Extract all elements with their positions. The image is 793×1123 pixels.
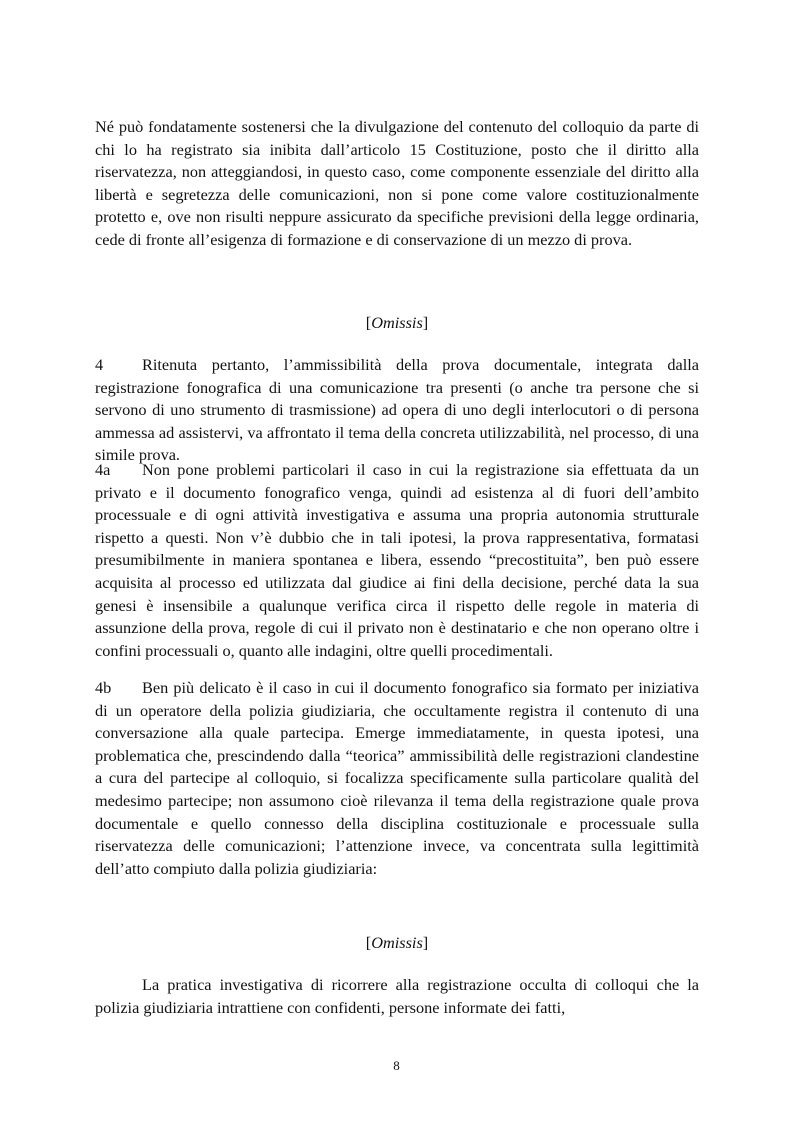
section-4a-text: Non pone problemi particolari il caso in cui la registrazione sia effettuata da un privato e il documento fonografico venga, quindi ad esistenza al di fuori dell’ambito processuale e di ogni attività investigativa e assuma una propria autonomia strutturale rispetto a questi. Non v’è dubbio che in tali ipotesi, la prova rappresentativa, formatasi presumibilmente in maniera spontanea e libera, essendo “precostituita”, ben può essere acquisita al processo ed utilizzata dal giudice ai fini della decisione, perché data la sua genesi è insensibile a qualunque verifica circa il rispetto delle regole in materia di assunzione della prova, regole di cui il privato non è destinatario e che non operano oltre i confini processuali o, quanto alle indagini, oltre quelli procedimentali. (95, 460, 699, 660)
section-4b-paragraph (95, 677, 699, 880)
omissis-marker-2 (95, 932, 699, 955)
page-number: 8 (393, 1058, 400, 1073)
omissis-word: Omissis (371, 313, 423, 332)
section-4b-text: Ben più delicato è il caso in cui il documento fonografico sia formato per iniziativa di un operatore della polizia giudiziaria, che occultamente registra il contenuto di una conversazione alla quale partecipa. Emerge immediatamente, in questa ipotesi, una problematica che, prescindendo dalla “teorica” ammissibilità delle registrazioni clandestine a cura del partecipe al colloquio, si focalizza specificamente sulla particolare qualità del medesimo partecipe; non assumono cioè rilevanza il tema della registrazione quale prova documentale e quello connesso della disciplina costituzionale e processuale sulla riservatezza delle comunicazioni; l’attenzione invece, va concentrata sulla legittimità dell’atto compiuto dalla polizia giudiziaria: (95, 678, 699, 878)
section-4-text: Ritenuta pertanto, l’ammissibilità della prova documentale, integrata dalla registrazione fonografica di una comunicazione tra presenti (o anche tra persone che si servono di uno strumento di trasmissione) ad opera di uno degli interlocutori o di persona ammessa ad assistervi, va affrontato il tema della concreta utilizzabilità, nel processo, di una simile prova. (95, 355, 699, 465)
section-4-paragraph (95, 354, 699, 467)
omissis-open-bracket: [ (365, 313, 372, 332)
omissis-open-bracket: [ (365, 933, 372, 952)
omissis-marker-1 (95, 312, 699, 335)
paragraph-final: La pratica investigativa di ricorrere alla registrazione occulta di colloqui che la polizia giudiziaria intrattiene con confidenti, persone informate dei fatti, (95, 975, 699, 1017)
omissis-word: Omissis (371, 933, 423, 952)
section-4a-paragraph (95, 459, 699, 662)
section-4a-number: 4a (95, 460, 111, 479)
section-4b-number: 4b (95, 678, 112, 697)
paragraph-1: Né può fondatamente sostenersi che la divulgazione del contenuto del colloquio da parte di chi lo ha registrato sia inibita dall’articolo 15 Costituzione, posto che il diritto alla riservatezza, non atteggiandosi, in questo caso, come componente essenziale del diritto alla libertà e segretezza delle comunicazioni, non si pone come valore costituzionalmente protetto e, ove non risulti neppure assicurato da specifiche previsioni della legge ordinaria, cede di fronte all’esigenza di formazione e di conservazione di un mezzo di prova. (95, 117, 699, 249)
section-4-number: 4 (95, 355, 104, 374)
omissis-close-bracket: ] (422, 313, 429, 332)
omissis-close-bracket: ] (422, 933, 429, 952)
